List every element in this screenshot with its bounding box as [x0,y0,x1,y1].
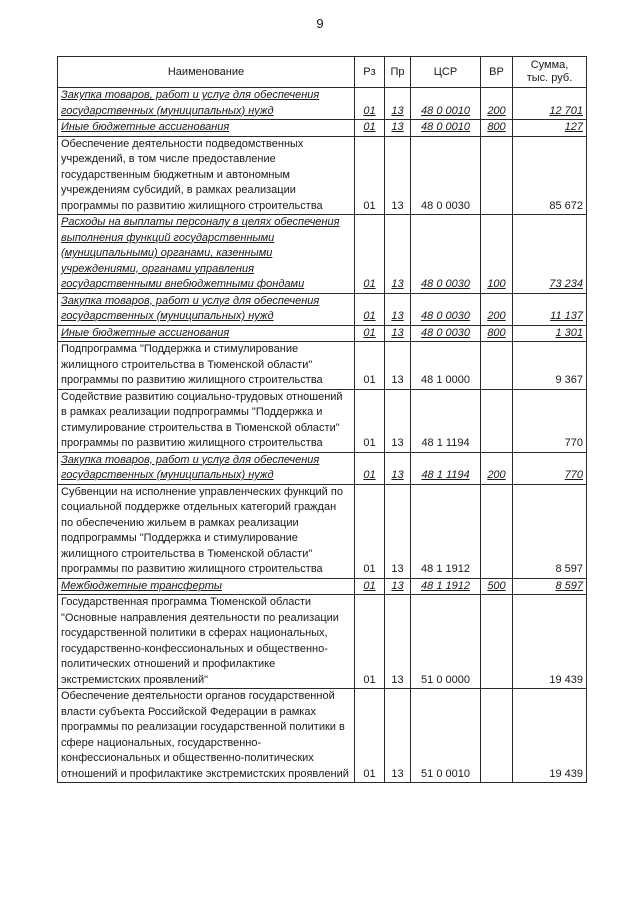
table-row [58,215,587,294]
row-rz: 01 [355,689,385,783]
row-vr: 200 [481,88,513,120]
row-csr: 48 0 0030 [411,325,481,342]
row-name: Государственная программа Тюменской области "Основные направления деятельности по реализации государственной политики в сферах национальных, государственно-конфессиональных и общественно-политических отношений и профилактике экстремистских проявлений" [58,595,355,689]
row-pr: 13 [385,484,411,578]
row-csr: 48 1 1194 [411,452,481,484]
row-rz: 01 [355,342,385,390]
table-row [58,452,587,484]
row-pr: 13 [385,389,411,452]
table-row [58,293,587,325]
row-pr: 13 [385,578,411,595]
row-name: Закупка товаров, работ и услуг для обеспечения государственных (муниципальных) нужд [58,293,355,325]
row-sum: 9 367 [513,342,587,390]
row-csr: 48 0 0030 [411,136,481,215]
row-sum: 1 301 [513,325,587,342]
row-vr: 800 [481,325,513,342]
row-name: Расходы на выплаты персоналу в целях обеспечения выполнения функций государственными (муниципальными) органами, казенными учреждениями, органами управления государственными внебюджетными фондами [58,215,355,294]
row-vr: 100 [481,215,513,294]
row-pr: 13 [385,342,411,390]
page-number: 9 [316,16,324,31]
row-pr: 13 [385,452,411,484]
row-sum: 19 439 [513,689,587,783]
table-row [58,88,587,120]
row-name: Содействие развитию социально-трудовых отношений в рамках реализации подпрограммы "Поддержка и стимулирование строительства в Тюменской области" программы по развитию жилищного строительства [58,389,355,452]
table-row [58,136,587,215]
row-name: Обеспечение деятельности подведомственных учреждений, в том числе предоставление государственным бюджетным и автономным учреждениям субсидий, в рамках реализации программы по развитию жилищного строительства [58,136,355,215]
row-rz: 01 [355,293,385,325]
row-sum: 8 597 [513,484,587,578]
row-pr: 13 [385,689,411,783]
table-row [58,389,587,452]
row-rz: 01 [355,578,385,595]
row-pr: 13 [385,325,411,342]
row-vr [481,389,513,452]
table-row [58,595,587,689]
row-name: Иные бюджетные ассигнования [58,325,355,342]
row-csr: 48 0 0030 [411,215,481,294]
row-rz: 01 [355,120,385,137]
row-rz: 01 [355,325,385,342]
table-body [58,88,587,783]
row-name: Подпрограмма "Поддержка и стимулирование жилищного строительства в Тюменской области" программы по развитию жилищного строительства [58,342,355,390]
header-csr: ЦСР [411,57,481,88]
row-csr: 48 0 0010 [411,88,481,120]
row-sum: 73 234 [513,215,587,294]
header-pr: Пр [385,57,411,88]
row-sum: 85 672 [513,136,587,215]
row-csr: 48 1 1912 [411,578,481,595]
row-csr: 48 0 0010 [411,120,481,137]
row-sum: 8 597 [513,578,587,595]
header-vr: ВР [481,57,513,88]
row-csr: 48 1 0000 [411,342,481,390]
row-name: Закупка товаров, работ и услуг для обеспечения государственных (муниципальных) нужд [58,452,355,484]
table-row [58,325,587,342]
row-rz: 01 [355,215,385,294]
table-row [58,484,587,578]
row-rz: 01 [355,389,385,452]
table-row [58,578,587,595]
row-pr: 13 [385,293,411,325]
row-vr [481,595,513,689]
row-rz: 01 [355,452,385,484]
row-name: Иные бюджетные ассигнования [58,120,355,137]
row-pr: 13 [385,120,411,137]
row-vr: 800 [481,120,513,137]
row-vr: 500 [481,578,513,595]
row-pr: 13 [385,215,411,294]
row-name: Субвенции на исполнение управленческих функций по социальной поддержке отдельных категорий граждан по обеспечению жильем в рамках реализации подпрограммы "Поддержка и стимулирование жилищного строительства в Тюменской области" программы по развитию жилищного строительства [58,484,355,578]
row-csr: 51 0 0000 [411,595,481,689]
table-header [58,57,587,88]
header-sum-line2: тыс. руб. [526,72,573,84]
budget-table [57,56,587,783]
table-row [58,120,587,137]
row-sum: 127 [513,120,587,137]
row-name: Межбюджетные трансферты [58,578,355,595]
header-sum-line1: Сумма, [530,59,569,71]
row-pr: 13 [385,88,411,120]
row-name: Обеспечение деятельности органов государственной власти субъекта Российской Федерации в рамках программы по реализации государственной политики в сфере национальных, государственно-конфессиональных и общественно-политических отношений и профилактике экстремистских проявлений [58,689,355,783]
row-rz: 01 [355,136,385,215]
row-name: Закупка товаров, работ и услуг для обеспечения государственных (муниципальных) нужд [58,88,355,120]
header-name: Наименование [58,57,355,88]
row-sum: 19 439 [513,595,587,689]
header-rz: Рз [355,57,385,88]
row-vr: 200 [481,452,513,484]
row-pr: 13 [385,595,411,689]
row-csr: 48 1 1194 [411,389,481,452]
table-row [58,689,587,783]
row-rz: 01 [355,88,385,120]
row-sum: 770 [513,452,587,484]
header-sum [513,57,587,88]
row-csr: 48 0 0030 [411,293,481,325]
row-sum: 11 137 [513,293,587,325]
row-vr [481,484,513,578]
row-vr [481,136,513,215]
row-vr [481,342,513,390]
table-row [58,342,587,390]
row-rz: 01 [355,595,385,689]
row-sum: 12 701 [513,88,587,120]
row-pr: 13 [385,136,411,215]
row-sum: 770 [513,389,587,452]
row-vr: 200 [481,293,513,325]
row-rz: 01 [355,484,385,578]
row-csr: 51 0 0010 [411,689,481,783]
row-csr: 48 1 1912 [411,484,481,578]
row-vr [481,689,513,783]
